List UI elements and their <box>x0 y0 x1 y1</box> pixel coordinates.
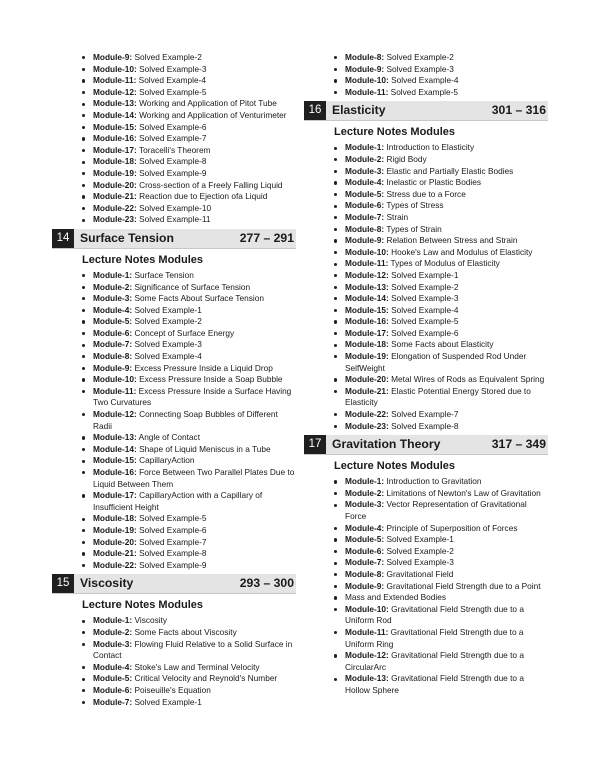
module-number: Module-9: <box>345 63 385 74</box>
module-item <box>52 156 296 168</box>
module-number: Module-7: <box>345 557 385 568</box>
module-item <box>52 432 296 444</box>
section-subheading: Lecture Notes Modules <box>334 126 456 139</box>
module-number: Module-9: <box>93 52 133 62</box>
module-title: Toracelli's Theorem <box>138 144 211 155</box>
module-item <box>304 421 548 433</box>
module-title: Vector Representation of Gravitational Force <box>345 499 527 521</box>
module-item <box>52 560 296 572</box>
chapter-number: 17 <box>304 435 326 454</box>
module-title: Types of Modulus of Elasticity <box>390 258 500 269</box>
module-title: Working and Application of Venturimeter <box>139 109 287 120</box>
module-item <box>52 409 296 432</box>
module-title: Solved Example-2 <box>386 545 454 556</box>
module-item <box>304 328 548 340</box>
module-list <box>52 270 296 571</box>
module-title: Solved Example-3 <box>391 293 459 304</box>
module-item <box>52 386 296 409</box>
module-number: Module-5: <box>93 316 133 327</box>
module-number: Module-21: <box>93 191 137 202</box>
module-item <box>52 316 296 328</box>
module-title: Angle of Contact <box>138 432 200 443</box>
module-number: Module-23: <box>345 420 389 431</box>
module-item <box>52 203 296 215</box>
module-title: Elastic Potential Energy Stored due to Elasticity <box>345 385 531 408</box>
module-item <box>52 351 296 363</box>
module-title: Solved Example-5 <box>139 513 207 524</box>
module-number: Module-7: <box>93 339 133 350</box>
module-item <box>52 180 296 192</box>
chapter-page-range: 293 – 300 <box>239 576 294 591</box>
module-number: Module-21: <box>93 548 137 559</box>
module-title: Inelastic or Plastic Bodies <box>386 177 482 188</box>
chapter-header-surface-tension <box>52 229 296 249</box>
module-title: Relation Between Stress and Strain <box>386 235 518 246</box>
module-title: Solved Example-2 <box>134 316 202 327</box>
section-subheading: Lecture Notes Modules <box>82 599 204 612</box>
module-number: Module-7: <box>93 696 133 707</box>
module-number: Module-10: <box>345 75 389 86</box>
module-title: Some Facts about Viscosity <box>134 626 237 637</box>
module-title: Reaction due to Ejection ofa Liquid <box>139 191 268 202</box>
module-item <box>304 270 548 282</box>
module-number: Module-4: <box>93 661 133 672</box>
module-item <box>304 52 548 64</box>
module-title: Introduction to Elasticity <box>386 142 475 153</box>
module-list <box>52 615 296 708</box>
module-number: Module-16: <box>93 467 137 477</box>
module-title: Mass and Extended Bodies <box>345 592 447 603</box>
module-item <box>304 351 548 374</box>
module-title: Solved Example-5 <box>139 86 207 97</box>
module-title: Hooke's Law and Modulus of Elasticity <box>391 246 533 257</box>
module-item <box>52 685 296 697</box>
module-item <box>52 374 296 386</box>
module-item <box>52 328 296 340</box>
module-number: Module-18: <box>345 339 389 350</box>
module-item <box>304 546 548 558</box>
module-title: Elongation of Suspended Rod Under SelfWeight <box>345 351 527 373</box>
chapter-page-range: 301 – 316 <box>491 103 546 118</box>
module-item <box>304 64 548 76</box>
module-number: Module-12: <box>345 269 389 280</box>
module-title: Principle of Superposition of Forces <box>386 522 518 533</box>
module-item <box>304 409 548 421</box>
module-number: Module-8: <box>345 223 385 234</box>
module-number: Module-17: <box>345 327 389 338</box>
module-number: Module-3: <box>345 165 385 176</box>
module-number: Module-13: <box>93 432 137 443</box>
module-item <box>304 305 548 317</box>
module-title: Solved Example-3 <box>386 63 454 74</box>
module-item <box>52 122 296 134</box>
module-title: Viscosity <box>134 615 168 626</box>
module-item <box>52 110 296 122</box>
module-number: Module-11: <box>345 86 389 97</box>
module-number: Module-2: <box>93 626 133 637</box>
module-item <box>52 214 296 226</box>
module-item <box>304 247 548 259</box>
module-title: Surface Tension <box>134 269 194 280</box>
module-item <box>304 142 548 154</box>
module-title: Some Facts About Surface Tension <box>134 293 264 304</box>
module-item <box>304 235 548 247</box>
module-number: Module-5: <box>93 673 133 684</box>
module-item <box>304 581 548 593</box>
module-item <box>52 191 296 203</box>
module-number: Module-9: <box>345 580 385 591</box>
module-title: Gravitational Field Strength due to a Uniform Rod <box>345 603 524 626</box>
module-number: Module-3: <box>345 499 385 510</box>
module-title: CapillaryAction with a Capillary of Insufficient Height <box>93 490 263 512</box>
module-title: Force Between Two Parallel Plates Due to Liquid Between Them <box>93 467 295 489</box>
module-item <box>304 374 548 386</box>
module-item <box>52 75 296 87</box>
module-item <box>304 224 548 236</box>
module-title: Solved Example-4 <box>134 351 202 362</box>
module-title: Solved Example-6 <box>139 121 207 132</box>
module-item <box>304 316 548 328</box>
module-item <box>52 145 296 157</box>
module-number: Module-16: <box>93 133 137 144</box>
module-item <box>304 339 548 351</box>
module-number: Module-14: <box>93 109 137 120</box>
module-number: Module-19: <box>93 167 137 178</box>
module-title: Solved Example-4 <box>391 75 459 86</box>
module-item <box>52 293 296 305</box>
module-number: Module-10: <box>345 603 389 614</box>
chapter-title: Surface Tension <box>80 230 174 245</box>
module-number: Module-1: <box>345 142 385 153</box>
module-list <box>304 142 548 432</box>
module-number: Module-5: <box>345 188 385 199</box>
module-title: CapillaryAction <box>139 455 195 466</box>
module-item <box>304 166 548 178</box>
module-number: Module-11: <box>345 626 389 637</box>
module-item <box>304 476 548 488</box>
module-title: Solved Example-8 <box>139 156 207 167</box>
module-item <box>52 339 296 351</box>
module-number: Module-20: <box>93 536 137 547</box>
module-number: Module-8: <box>345 568 385 579</box>
module-item <box>304 293 548 305</box>
module-title: Solved Example-2 <box>391 281 459 292</box>
module-number: Module-19: <box>93 524 137 535</box>
module-number: Module-8: <box>93 351 133 362</box>
module-item <box>52 64 296 76</box>
module-item <box>304 212 548 224</box>
module-title: Strain <box>386 211 409 222</box>
module-item <box>304 523 548 535</box>
module-number: Module-12: <box>93 409 137 420</box>
module-title: Flowing Fluid Relative to a Solid Surface in Contact <box>93 638 293 661</box>
module-item <box>52 467 296 490</box>
module-title: Solved Example-9 <box>139 559 207 570</box>
module-number: Module-14: <box>345 293 389 304</box>
module-number: Module-20: <box>345 374 389 385</box>
module-number: Module-10: <box>93 63 137 74</box>
module-number: Module-17: <box>93 490 137 501</box>
module-number: Module-18: <box>93 156 137 167</box>
module-title: Solved Example-2 <box>386 52 454 62</box>
module-number: Module-11: <box>345 258 389 269</box>
module-title: Solved Example-8 <box>391 420 459 431</box>
chapter-header-elasticity <box>304 101 548 121</box>
chapter-title: Elasticity <box>332 103 386 118</box>
module-number: Module-13: <box>345 673 389 684</box>
module-number: Module-3: <box>93 638 133 649</box>
module-number: Module-18: <box>93 513 137 524</box>
chapter-number: 14 <box>52 229 74 248</box>
module-title: Gravitational Field Strength due to a Hollow Sphere <box>345 673 524 695</box>
module-title: Solved Example-1 <box>134 696 202 707</box>
module-item <box>304 604 548 627</box>
module-number: Module-9: <box>93 362 133 373</box>
module-number: Module-7: <box>345 211 385 222</box>
module-item <box>304 673 548 696</box>
module-number: Module-6: <box>93 327 133 338</box>
module-item <box>304 488 548 500</box>
module-title: Gravitational Field Strength due to a Uniform Ring <box>345 626 524 649</box>
module-number: Module-15: <box>93 121 137 132</box>
module-item <box>52 548 296 560</box>
module-item <box>304 200 548 212</box>
module-title: Solved Example-3 <box>134 339 202 350</box>
module-number: Module-17: <box>93 144 137 155</box>
module-item <box>304 499 548 522</box>
module-item <box>304 569 548 581</box>
module-title: Types of Stress <box>386 200 444 211</box>
module-title: Stoke's Law and Terminal Velocity <box>134 661 260 672</box>
chapter-header-viscosity <box>52 574 296 594</box>
module-number: Module-12: <box>93 86 137 97</box>
module-item <box>52 282 296 294</box>
module-number: Module-1: <box>345 476 385 487</box>
module-title: Solved Example-5 <box>391 316 459 327</box>
module-title: Excess Pressure Inside a Liquid Drop <box>134 362 273 373</box>
module-number: Module-21: <box>345 385 389 396</box>
module-number: Module-4: <box>345 522 385 533</box>
module-title: Metal Wires of Rods as Equivalent Spring <box>391 374 545 385</box>
module-title: Solved Example-8 <box>139 548 207 559</box>
module-number: Module-5: <box>345 534 385 545</box>
module-item <box>304 650 548 673</box>
module-number: Module-23: <box>93 214 137 225</box>
module-title: Poiseuille's Equation <box>134 684 211 695</box>
module-number: Module-1: <box>93 615 133 626</box>
module-item <box>52 525 296 537</box>
module-item <box>52 673 296 685</box>
module-number: Module-15: <box>345 304 389 315</box>
module-item <box>52 639 296 662</box>
module-title: Solved Example-4 <box>391 304 459 315</box>
module-number: Module-4: <box>93 304 133 315</box>
module-title: Solved Example-7 <box>139 536 207 547</box>
module-title: Solved Example-9 <box>139 167 207 178</box>
module-number: Module-20: <box>93 179 137 190</box>
module-number: Module-1: <box>93 269 133 280</box>
module-title: Stress due to a Force <box>386 188 466 199</box>
module-number: Module-19: <box>345 351 389 362</box>
module-item <box>304 154 548 166</box>
module-title: Concept of Surface Energy <box>134 327 235 338</box>
module-list <box>304 52 548 98</box>
module-number: Module-22: <box>345 409 389 420</box>
module-title: Excess Pressure Inside a Soap Bubble <box>139 374 283 385</box>
module-title: Shape of Liquid Meniscus in a Tube <box>139 443 271 454</box>
module-title: Solved Example-2 <box>134 52 202 62</box>
module-item <box>52 697 296 709</box>
module-title: Excess Pressure Inside a Surface Having Two Curvatures <box>93 385 292 408</box>
module-title: Solved Example-11 <box>139 214 211 225</box>
module-item <box>52 537 296 549</box>
module-item <box>304 75 548 87</box>
left-column <box>52 52 296 708</box>
module-number: Module-16: <box>345 316 389 327</box>
module-item <box>304 87 548 99</box>
module-item <box>304 557 548 569</box>
module-title: Gravitational Field Strength due to a CircularArc <box>345 650 524 672</box>
module-item <box>52 87 296 99</box>
module-title: Working and Application of Pitot Tube <box>139 98 277 109</box>
module-title: Connecting Soap Bubbles of Different Radii <box>93 409 278 431</box>
module-title: Rigid Body <box>386 153 427 164</box>
module-title: Gravitational Field <box>386 568 454 579</box>
module-item <box>52 98 296 110</box>
module-item <box>304 177 548 189</box>
section-subheading: Lecture Notes Modules <box>82 253 204 266</box>
chapter-header-gravitation-theory <box>304 435 548 455</box>
module-title: Solved Example-3 <box>139 63 207 74</box>
module-title: Solved Example-4 <box>138 75 206 86</box>
module-number: Module-22: <box>93 559 137 570</box>
module-title: Limitations of Newton's Law of Gravitation <box>386 487 541 498</box>
module-title: Gravitational Field Strength due to a Point <box>386 580 541 591</box>
module-title: Introduction to Gravitation <box>386 476 482 487</box>
module-item <box>52 270 296 282</box>
chapter-number: 16 <box>304 101 326 120</box>
module-title: Types of Strain <box>386 223 442 234</box>
module-item <box>52 363 296 375</box>
module-item <box>304 258 548 270</box>
module-item <box>52 615 296 627</box>
module-item <box>52 168 296 180</box>
module-title: Solved Example-6 <box>391 327 459 338</box>
module-title: Elastic and Partially Elastic Bodies <box>386 165 514 176</box>
module-number: Module-2: <box>93 281 133 292</box>
module-title: Some Facts about Elasticity <box>391 339 494 350</box>
module-item <box>304 534 548 546</box>
module-number: Module-10: <box>345 246 389 257</box>
module-item <box>52 455 296 467</box>
module-title: Solved Example-7 <box>139 133 207 144</box>
module-number: Module-2: <box>345 487 385 498</box>
module-number: Module-8: <box>345 52 385 62</box>
module-title: Solved Example-3 <box>386 557 454 568</box>
module-number: Module-2: <box>345 153 385 164</box>
module-number: Module-12: <box>345 650 389 661</box>
module-title: Solved Example-7 <box>391 409 459 420</box>
module-item <box>52 133 296 145</box>
module-item <box>52 52 296 64</box>
module-item <box>304 386 548 409</box>
module-number: Module-6: <box>345 545 385 556</box>
module-title: Solved Example-10 <box>139 202 212 213</box>
module-item <box>304 282 548 294</box>
module-item <box>52 627 296 639</box>
module-item <box>52 513 296 525</box>
module-item <box>52 444 296 456</box>
module-number: Module-15: <box>93 455 137 466</box>
module-title: Significance of Surface Tension <box>134 281 251 292</box>
module-number: Module-13: <box>345 281 389 292</box>
module-number: Module-9: <box>345 235 385 246</box>
right-column <box>304 52 548 697</box>
module-title: Cross-section of a Freely Falling Liquid <box>139 179 283 190</box>
module-item <box>52 490 296 513</box>
module-title: Solved Example-1 <box>391 269 459 280</box>
module-item <box>304 592 548 604</box>
module-item <box>304 189 548 201</box>
module-number: Module-10: <box>93 374 137 385</box>
module-number: Module-4: <box>345 177 385 188</box>
module-list <box>52 52 296 226</box>
module-title: Solved Example-1 <box>134 304 202 315</box>
module-title: Solved Example-5 <box>390 86 458 97</box>
module-number: Module-6: <box>345 200 385 211</box>
section-subheading: Lecture Notes Modules <box>334 460 456 473</box>
chapter-title: Viscosity <box>80 576 134 591</box>
chapter-title: Gravitation Theory <box>332 437 441 452</box>
module-list <box>304 476 548 696</box>
module-number: Module-14: <box>93 443 137 454</box>
module-title: Critical Velocity and Reynold's Number <box>134 673 278 684</box>
chapter-page-range: 277 – 291 <box>239 230 294 245</box>
chapter-page-range: 317 – 349 <box>491 437 546 452</box>
module-number: Module-6: <box>93 684 133 695</box>
module-number: Module-13: <box>93 98 137 109</box>
chapter-number: 15 <box>52 574 74 593</box>
module-title: Solved Example-6 <box>139 524 207 535</box>
module-item <box>304 627 548 650</box>
module-item <box>52 305 296 317</box>
module-number: Module-11: <box>93 385 137 396</box>
module-number: Module-22: <box>93 202 137 213</box>
module-item <box>52 662 296 674</box>
module-title: Solved Example-1 <box>386 534 454 545</box>
module-number: Module-3: <box>93 293 133 304</box>
module-number: Module-11: <box>93 75 137 86</box>
